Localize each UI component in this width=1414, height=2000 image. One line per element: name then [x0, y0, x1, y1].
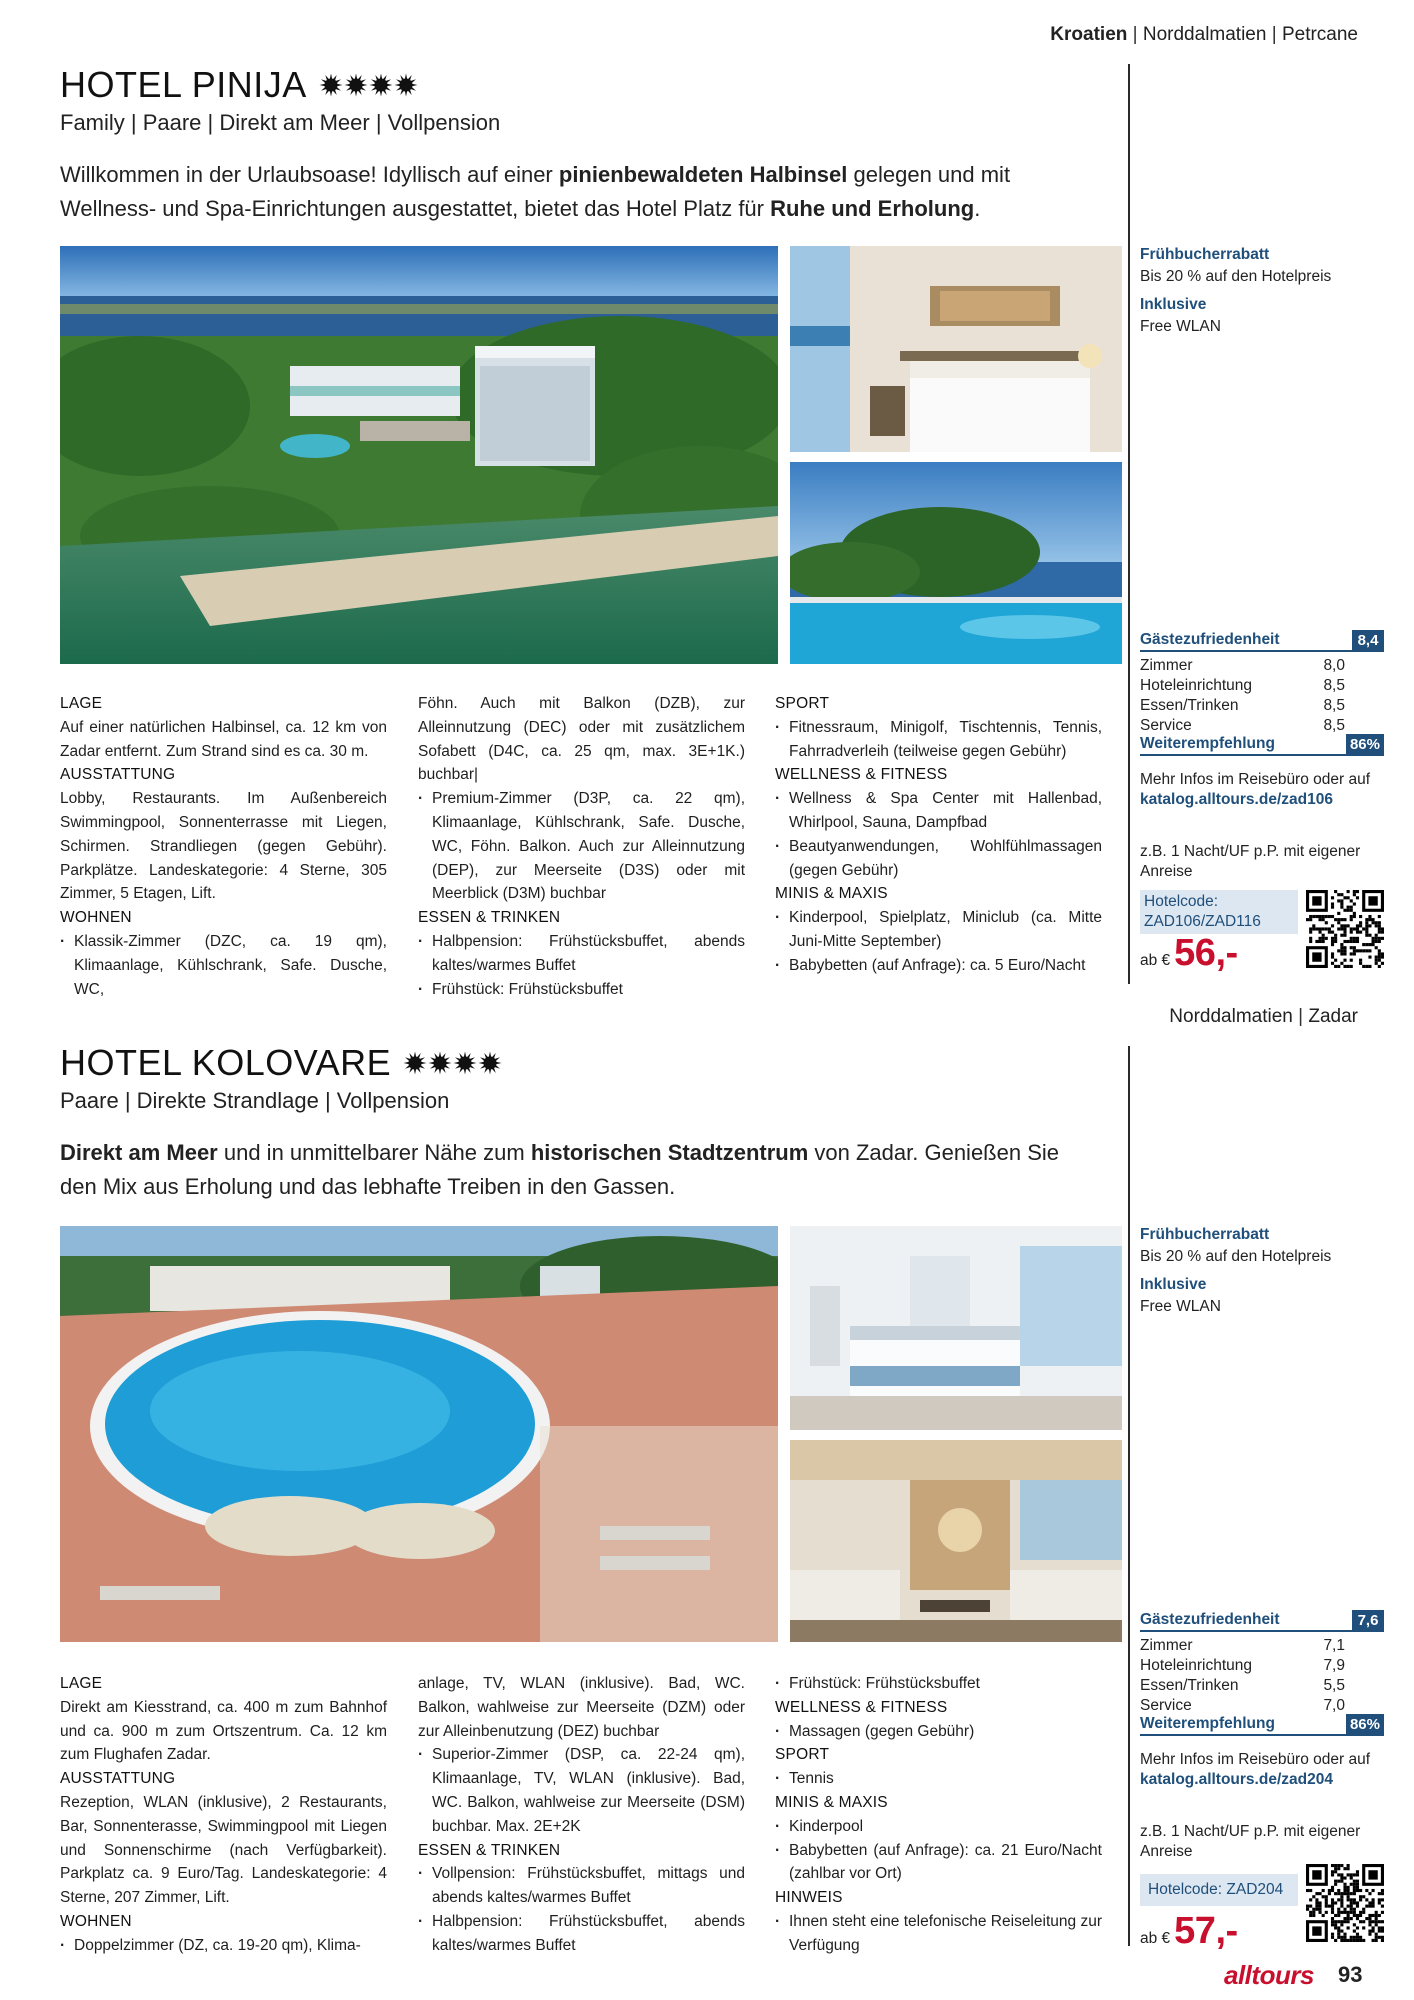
star-icon	[453, 1040, 478, 1081]
section-heading: HINWEIS	[775, 1889, 843, 1907]
rating-row	[1140, 1676, 1345, 1696]
intro-text-2: von Zadar. Genießen Sie den Mix aus Erholung und das lebhafte Treiben in den Gassen.	[60, 1140, 1059, 1199]
guest-satisfaction-score: 7,6	[1352, 1610, 1384, 1631]
section-heading: WELLNESS & FITNESS	[775, 1698, 948, 1716]
bullet-item: · Babybetten (auf Anfrage): ca. 5 Euro/Nacht	[775, 954, 1102, 978]
star-icon	[478, 1040, 503, 1081]
room-photo	[790, 246, 1122, 452]
rating-row	[1140, 696, 1345, 716]
section-heading: MINIS & MAXIS	[775, 885, 888, 903]
hotel-name: HOTEL KOLOVARE	[60, 1042, 392, 1083]
star-icon	[394, 62, 419, 103]
more-info	[1140, 770, 1384, 810]
breadcrumb-region: Norddalmatien	[1142, 24, 1267, 45]
hotel-pool-photo	[60, 1226, 778, 1642]
early-booking-value: Bis 20 % auf den Hotelpreis	[1140, 268, 1332, 285]
recommendation	[1140, 734, 1384, 756]
section-heading: AUSSTATTUNG	[60, 1770, 176, 1788]
bullet-item: · Tennis	[775, 1767, 1102, 1791]
star-icon	[319, 62, 344, 103]
inclusive-label: Inklusive	[1140, 1276, 1207, 1293]
section-heading: WELLNESS & FITNESS	[775, 766, 948, 784]
recommendation-value: 86%	[1346, 734, 1384, 755]
details-column-2	[418, 692, 745, 1001]
hotel-title	[60, 62, 419, 106]
rating-label: Zimmer	[1140, 1637, 1193, 1654]
bullet-item: · Beautyanwendungen, Wohlfühlmassagen (gegen Gebühr)	[775, 835, 1102, 883]
star-rating	[403, 1040, 503, 1082]
qr-code-icon[interactable]	[1306, 1864, 1384, 1942]
recommendation-label: Weiterempfehlung	[1140, 1715, 1275, 1732]
bullet-item: · Kinderpool, Spielplatz, Miniclub (ca. Mitte Juni-Mitte September)	[775, 906, 1102, 954]
bullet-item: · Frühstück: Frühstücksbuffet	[418, 978, 745, 1002]
bullet-item: · Vollpension: Frühstücksbuffet, mittags und abends kaltes/warmes Buffet	[418, 1862, 745, 1910]
bullet-item: · Wellness & Spa Center mit Hallenbad, Whirlpool, Sauna, Dampfbad	[775, 787, 1102, 835]
rating-label: Zimmer	[1140, 657, 1193, 674]
star-icon	[369, 62, 394, 103]
star-icon	[428, 1040, 453, 1081]
bullet-item: · Halbpension: Frühstücksbuffet, abends kaltes/warmes Buffet	[418, 1910, 745, 1958]
more-info-link[interactable]: katalog.alltours.de/zad204	[1140, 1771, 1333, 1788]
rating-label: Hoteleinrichtung	[1140, 1657, 1253, 1674]
recommendation-label: Weiterempfehlung	[1140, 735, 1275, 752]
rating-row	[1140, 656, 1345, 676]
details-column-1	[60, 1672, 387, 1958]
hotel-intro	[60, 158, 1100, 226]
section-heading: ESSEN & TRINKEN	[418, 1841, 561, 1859]
rating-value: 8,5	[1323, 697, 1345, 714]
breadcrumb-region: Norddalmatien	[1169, 1006, 1293, 1027]
recommendation-value: 86%	[1346, 1714, 1384, 1735]
rating-label: Service	[1140, 717, 1192, 734]
divider-line	[1128, 64, 1130, 984]
hotel-title	[60, 1040, 503, 1084]
section-heading: ESSEN & TRINKEN	[418, 909, 561, 927]
section-heading: MINIS & MAXIS	[775, 1793, 888, 1811]
bullet-item: · Ihnen steht eine telefonische Reiseleitung zur Verfügung	[775, 1910, 1102, 1958]
early-booking-label: Frühbucherrabatt	[1140, 1226, 1270, 1243]
intro-bold-2: Ruhe und Erholung	[770, 196, 975, 221]
more-info-link[interactable]: katalog.alltours.de/zad106	[1140, 791, 1333, 808]
section-heading: SPORT	[775, 695, 830, 712]
breadcrumb-place: Zadar	[1308, 1006, 1358, 1027]
guest-satisfaction-label: Gästezufriedenheit	[1140, 1611, 1280, 1628]
more-info-text: Mehr Infos im Reisebüro oder auf	[1140, 771, 1371, 788]
intro-text-3: .	[974, 196, 981, 221]
hotel-kolovare-section	[0, 990, 1414, 2000]
details-column-2	[418, 1672, 745, 1958]
rating-row	[1140, 1656, 1345, 1676]
price-amount: 56,-	[1174, 932, 1238, 974]
hotel-details	[60, 692, 1102, 998]
inclusive-value: Free WLAN	[1140, 318, 1221, 335]
guest-satisfaction	[1140, 630, 1384, 652]
breadcrumb: Kroatien | Norddalmatien | Petrcane	[1050, 24, 1358, 45]
rating-row	[1140, 1636, 1345, 1656]
inclusive-label: Inklusive	[1140, 296, 1207, 313]
rating-row	[1140, 716, 1345, 736]
section-heading: SPORT	[775, 1746, 830, 1764]
star-icon	[344, 62, 369, 103]
intro-text-1: Willkommen in der Urlaubsoase! Idyllisch auf einer	[60, 162, 559, 187]
rating-value: 7,9	[1323, 1657, 1345, 1674]
intro-bold-1: pinienbewaldeten Halbinsel	[558, 162, 848, 187]
hotel-aerial-photo	[60, 246, 778, 664]
rating-row	[1140, 1696, 1345, 1716]
section-heading: LAGE	[60, 1675, 103, 1692]
rating-label: Hoteleinrichtung	[1140, 677, 1253, 694]
hotel-code-value: ZAD106/ZAD116	[1144, 913, 1261, 930]
hotel-code-label: Hotelcode: ZAD204	[1148, 1881, 1284, 1898]
pool-photo	[790, 462, 1122, 664]
bullet-item: · Babybetten (auf Anfrage): ca. 21 Euro/Nacht (zahlbar vor Ort)	[775, 1839, 1102, 1887]
rating-row	[1140, 676, 1345, 696]
intro-bold-1: Direkt am Meer	[60, 1140, 218, 1165]
divider-line	[1128, 1046, 1130, 1946]
qr-code-icon[interactable]	[1306, 890, 1384, 968]
guest-satisfaction	[1140, 1610, 1384, 1632]
paragraph: Auf einer natürlichen Halbinsel, ca. 12 km von Zadar entfernt. Zum Strand sind es ca. 30 m.	[60, 718, 387, 760]
price-example: z.B. 1 Nacht/UF p.P. mit eigener Anreise	[1140, 843, 1361, 880]
hotel-name: HOTEL PINIJA	[60, 64, 307, 105]
price-prefix: ab €	[1140, 952, 1171, 969]
breadcrumb: Norddalmatien | Zadar	[1169, 1006, 1358, 1027]
intro-text-2: gelegen und mit Wellness- und Spa-Einrichtungen ausgestattet, bietet das Hotel Platz für	[60, 162, 1011, 221]
guest-satisfaction-score: 8,4	[1352, 630, 1384, 651]
paragraph: Föhn. Auch mit Balkon (DZB), zur Alleinnutzung (DEC) oder mit zusätzlichem Sofabett (D4C, ca. 25 qm, max. 3E+1K.) buchbar|	[418, 695, 745, 784]
price-prefix: ab €	[1140, 1930, 1171, 1947]
rating-value: 8,5	[1323, 717, 1345, 734]
hotel-details	[60, 1672, 1102, 1972]
price-example: z.B. 1 Nacht/UF p.P. mit eigener Anreise	[1140, 1823, 1361, 1860]
lounge-photo	[790, 1440, 1122, 1642]
section-heading: LAGE	[60, 695, 103, 712]
guest-satisfaction-label: Gästezufriedenheit	[1140, 631, 1280, 648]
more-info	[1140, 1750, 1384, 1790]
intro-text-1: und in unmittelbarer Nähe zum	[217, 1140, 531, 1165]
rating-value: 5,5	[1323, 1677, 1345, 1694]
hotel-code	[1140, 1874, 1298, 1906]
star-rating	[319, 62, 419, 104]
bullet-item: · Halbpension: Frühstücksbuffet, abends kaltes/warmes Buffet	[418, 930, 745, 978]
page-number: 93	[1338, 1962, 1363, 1987]
section-heading: AUSSTATTUNG	[60, 766, 176, 784]
early-booking-label: Frühbucherrabatt	[1140, 246, 1270, 263]
bullet-item: · Massagen (gegen Gebühr)	[775, 1720, 1102, 1744]
bullet-item: · Fitnessraum, Minigolf, Tischtennis, Tennis, Fahrradverleih (teilweise gegen Gebühr)	[775, 716, 1102, 764]
inclusive-value: Free WLAN	[1140, 1298, 1221, 1315]
bullet-item: · Frühstück: Frühstücksbuffet	[775, 1672, 1102, 1696]
rating-label: Essen/Trinken	[1140, 1677, 1239, 1694]
hotel-intro	[60, 1136, 1100, 1204]
alltours-logo: alltours	[1224, 1960, 1314, 1990]
hotel-code-label: Hotelcode:	[1144, 893, 1219, 910]
paragraph: anlage, TV, WLAN (inklusive). Bad, WC. Balkon, wahlweise zur Meerseite (DZM) oder zur Alleinbenutzung (DEZ) buchbar	[418, 1675, 745, 1740]
hotel-tagline: Family | Paare | Direkt am Meer | Vollpension	[60, 110, 501, 135]
paragraph: Lobby, Restaurants. Im Außenbereich Swimmingpool, Sonnenterrasse mit Liegen, Schirmen. Strandliegen (gegen Gebühr). Parkplätze. Landeskategorie: 4 Sterne, 305 Zimmer, 5 Etagen, Lift.	[60, 790, 387, 903]
bullet-item: · Premium-Zimmer (D3P, ca. 22 qm), Klimaanlage, Kühlschrank, Safe. Dusche, WC, Föhn. Balkon. Auch zur Alleinnutzung (DEP), zur Meerseite (D3S) oder mit Meerblick (D3M) buchbar	[418, 787, 745, 906]
price-amount: 57,-	[1174, 1910, 1238, 1952]
breadcrumb-place: Petrcane	[1281, 24, 1358, 45]
breadcrumb-country: Kroatien	[1050, 24, 1128, 45]
room-photo	[790, 1226, 1122, 1430]
price	[1140, 1910, 1238, 1953]
more-info-text: Mehr Infos im Reisebüro oder auf	[1140, 1751, 1371, 1768]
rating-value: 8,0	[1323, 657, 1345, 674]
rating-value: 7,0	[1323, 1697, 1345, 1714]
rating-value: 7,1	[1323, 1637, 1345, 1654]
rating-value: 8,5	[1323, 677, 1345, 694]
hotel-code	[1140, 890, 1298, 934]
hotel-sidebar	[1140, 244, 1384, 984]
bullet-item: · Kinderpool	[775, 1815, 1102, 1839]
star-icon	[403, 1040, 428, 1081]
rating-label: Essen/Trinken	[1140, 697, 1239, 714]
details-column-1	[60, 692, 387, 1001]
section-heading: WOHNEN	[60, 909, 132, 927]
bullet-item: · Doppelzimmer (DZ, ca. 19-20 qm), Klima-	[60, 1934, 387, 1958]
early-booking-value: Bis 20 % auf den Hotelpreis	[1140, 1248, 1332, 1265]
paragraph: Rezeption, WLAN (inklusive), 2 Restaurants, Bar, Sonnenterasse, Swimmingpool mit Liegen und Sonnenschirme (nach Verfügbarkeit). Parkplatz ca. 9 Euro/Tag. Landeskategorie: 4 Sterne, 207 Zimmer, Lift.	[60, 1793, 387, 1907]
details-column-3	[775, 1672, 1102, 1958]
section-heading: WOHNEN	[60, 1912, 132, 1930]
rating-label: Service	[1140, 1697, 1192, 1714]
hotel-pinija-section	[0, 0, 1414, 998]
intro-bold-2: historischen Stadtzentrum	[530, 1140, 809, 1165]
bullet-item: · Klassik-Zimmer (DZC, ca. 19 qm), Klimaanlage, Kühlschrank, Safe. Dusche, WC,	[60, 930, 387, 1001]
paragraph: Direkt am Kiesstrand, ca. 400 m zum Bahnhof und ca. 900 m zum Ortszentrum. Ca. 12 km zum Flughafen Zadar.	[60, 1698, 387, 1764]
recommendation	[1140, 1714, 1384, 1736]
price	[1140, 932, 1238, 975]
hotel-sidebar	[1140, 1224, 1384, 1964]
bullet-item: · Superior-Zimmer (DSP, ca. 22-24 qm), Klimaanlage, TV, WLAN (inklusive). Bad, WC. Balkon, wahlweise zur Meerseite (DSM) buchbar. Max. 2E+2K	[418, 1743, 745, 1838]
details-column-3	[775, 692, 1102, 978]
hotel-tagline: Paare | Direkte Strandlage | Vollpension	[60, 1088, 450, 1113]
